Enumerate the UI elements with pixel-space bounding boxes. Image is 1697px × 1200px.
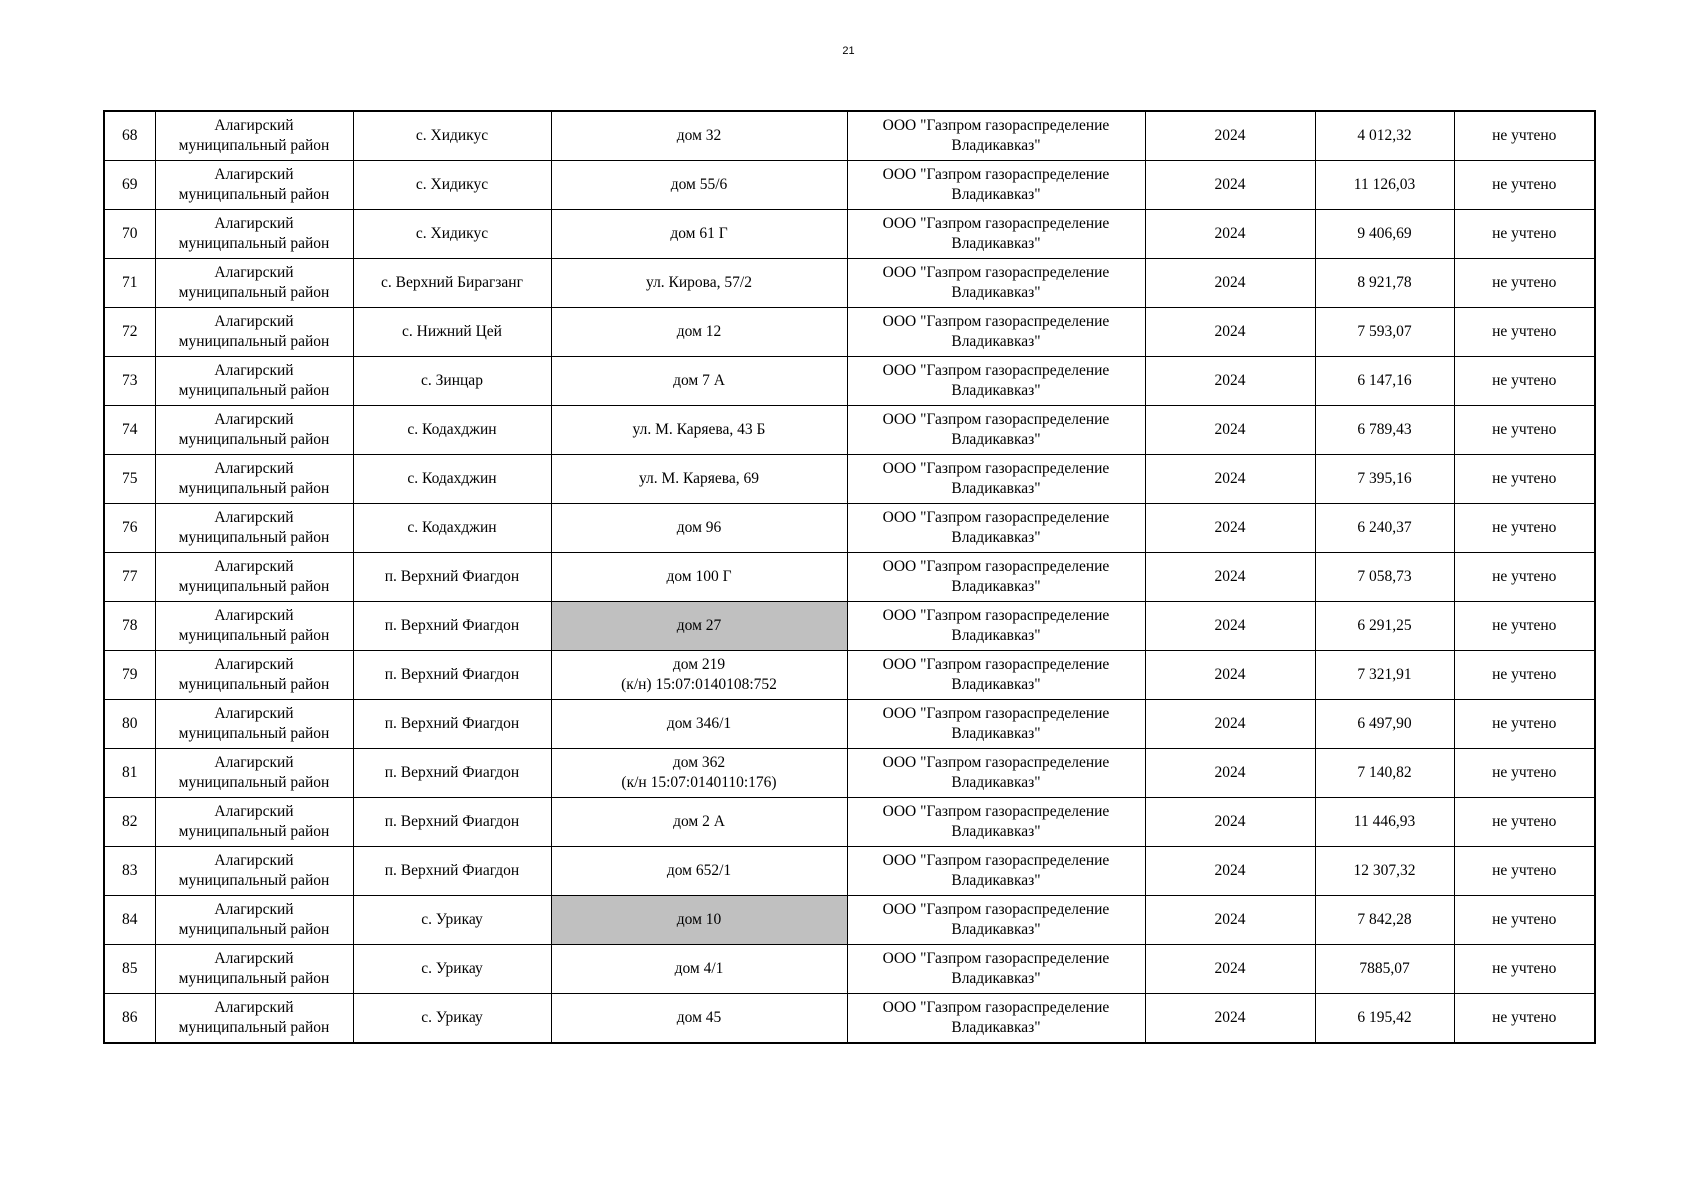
cell-amount: 7 140,82 (1315, 749, 1454, 798)
cell-organization-line: ООО "Газпром газораспределение (882, 509, 1110, 526)
cell-status: не учтено (1454, 896, 1595, 945)
cell-organization-line: ООО "Газпром газораспределение (882, 460, 1110, 477)
cell-district (155, 406, 353, 455)
cell-year: 2024 (1145, 161, 1315, 210)
cell-organization (847, 455, 1145, 504)
cell-address (551, 406, 847, 455)
cell-organization-line: Владикавказ" (951, 823, 1041, 840)
cell-amount: 6 497,90 (1315, 700, 1454, 749)
cell-district (155, 994, 353, 1044)
cell-amount: 6 147,16 (1315, 357, 1454, 406)
cell-amount: 12 307,32 (1315, 847, 1454, 896)
cell-district-line: муниципальный район (178, 725, 330, 742)
cell-status: не учтено (1454, 308, 1595, 357)
cell-district-line: муниципальный район (178, 480, 330, 497)
cell-organization (847, 357, 1145, 406)
table-row (104, 259, 1595, 308)
cell-address-line: ул. М. Каряева, 43 Б (632, 421, 766, 438)
cell-district-line: муниципальный район (178, 284, 330, 301)
cell-district-line: Алагирский (214, 509, 294, 526)
cell-amount: 4 012,32 (1315, 111, 1454, 161)
cell-address (551, 161, 847, 210)
cell-num: 80 (104, 700, 155, 749)
cell-amount: 7 058,73 (1315, 553, 1454, 602)
cell-organization (847, 161, 1145, 210)
cell-status: не учтено (1454, 994, 1595, 1044)
cell-status: не учтено (1454, 798, 1595, 847)
cell-num: 85 (104, 945, 155, 994)
cell-address-line: дом 55/6 (670, 176, 728, 193)
cell-organization-line: ООО "Газпром газораспределение (882, 362, 1110, 379)
cell-address-line: дом 96 (676, 519, 722, 536)
cell-year: 2024 (1145, 406, 1315, 455)
cell-status: не учтено (1454, 553, 1595, 602)
cell-district-line: Алагирский (214, 215, 294, 232)
cell-year: 2024 (1145, 357, 1315, 406)
cell-organization (847, 749, 1145, 798)
cell-status: не учтено (1454, 504, 1595, 553)
cell-settlement: п. Верхний Фиагдон (353, 700, 551, 749)
table-row (104, 749, 1595, 798)
cell-address-line: дом 7 А (673, 372, 725, 389)
cell-num: 76 (104, 504, 155, 553)
gas-registry-table (103, 110, 1596, 1044)
cell-district-line: муниципальный район (178, 137, 330, 154)
cell-district-line: муниципальный район (178, 970, 330, 987)
cell-district (155, 749, 353, 798)
cell-settlement: с. Зинцар (353, 357, 551, 406)
cell-organization-line: ООО "Газпром газораспределение (882, 558, 1110, 575)
cell-organization-line: ООО "Газпром газораспределение (882, 607, 1110, 624)
cell-district-line: Алагирский (214, 362, 294, 379)
cell-organization-line: Владикавказ" (951, 921, 1041, 938)
cell-amount: 7 842,28 (1315, 896, 1454, 945)
table-row (104, 308, 1595, 357)
cell-address (551, 700, 847, 749)
cell-district-line: Алагирский (214, 313, 294, 330)
cell-district (155, 700, 353, 749)
cell-year: 2024 (1145, 651, 1315, 700)
cell-district-line: муниципальный район (178, 382, 330, 399)
cell-organization-line: Владикавказ" (951, 480, 1041, 497)
cell-district (155, 210, 353, 259)
cell-address-line: ул. Кирова, 57/2 (646, 274, 752, 291)
cell-amount: 7 321,91 (1315, 651, 1454, 700)
table-row (104, 994, 1595, 1044)
cell-num: 68 (104, 111, 155, 161)
cell-year: 2024 (1145, 700, 1315, 749)
cell-amount: 6 789,43 (1315, 406, 1454, 455)
cell-organization-line: ООО "Газпром газораспределение (882, 999, 1110, 1016)
cell-district-line: Алагирский (214, 705, 294, 722)
cell-amount: 7 593,07 (1315, 308, 1454, 357)
cell-amount: 8 921,78 (1315, 259, 1454, 308)
cell-district-line: муниципальный район (178, 186, 330, 203)
cell-num: 71 (104, 259, 155, 308)
cell-num: 79 (104, 651, 155, 700)
cell-district-line: муниципальный район (178, 627, 330, 644)
cell-organization-line: Владикавказ" (951, 578, 1041, 595)
cell-num: 84 (104, 896, 155, 945)
cell-district (155, 259, 353, 308)
cell-amount: 11 446,93 (1315, 798, 1454, 847)
cell-amount: 9 406,69 (1315, 210, 1454, 259)
cell-num: 72 (104, 308, 155, 357)
cell-amount: 6 195,42 (1315, 994, 1454, 1044)
cell-address (551, 994, 847, 1044)
cell-organization-line: Владикавказ" (951, 382, 1041, 399)
cell-district-line: муниципальный район (178, 529, 330, 546)
table-row (104, 455, 1595, 504)
cell-organization (847, 847, 1145, 896)
cell-organization (847, 259, 1145, 308)
cell-settlement: с. Кодахджин (353, 504, 551, 553)
cell-organization (847, 553, 1145, 602)
cell-district-line: муниципальный район (178, 823, 330, 840)
cell-address (551, 455, 847, 504)
cell-year: 2024 (1145, 210, 1315, 259)
cell-district-line: муниципальный район (178, 1019, 330, 1036)
cell-address-line: дом 219 (672, 656, 726, 673)
cell-organization-line: Владикавказ" (951, 235, 1041, 252)
cell-address (551, 847, 847, 896)
cell-district-line: муниципальный район (178, 431, 330, 448)
cell-address-line: дом 362 (672, 754, 726, 771)
cell-organization (847, 308, 1145, 357)
cell-district-line: Алагирский (214, 558, 294, 575)
cell-year: 2024 (1145, 896, 1315, 945)
cell-district-line: Алагирский (214, 607, 294, 624)
cell-district (155, 455, 353, 504)
table-row (104, 406, 1595, 455)
cell-district-line: Алагирский (214, 460, 294, 477)
table-row (104, 700, 1595, 749)
cell-organization (847, 602, 1145, 651)
cell-organization-line: Владикавказ" (951, 137, 1041, 154)
cell-organization (847, 945, 1145, 994)
cell-status: не учтено (1454, 749, 1595, 798)
cell-address-line: дом 27 (676, 617, 722, 634)
table-row (104, 602, 1595, 651)
cell-num: 82 (104, 798, 155, 847)
cell-organization (847, 651, 1145, 700)
cell-organization (847, 210, 1145, 259)
cell-num: 73 (104, 357, 155, 406)
cell-num: 70 (104, 210, 155, 259)
cell-address-line: дом 2 А (673, 813, 725, 830)
cell-organization-line: Владикавказ" (951, 529, 1041, 546)
cell-district-line: Алагирский (214, 656, 294, 673)
cell-organization-line: Владикавказ" (951, 872, 1041, 889)
cell-district-line: муниципальный район (178, 578, 330, 595)
cell-year: 2024 (1145, 945, 1315, 994)
cell-district-line: муниципальный район (178, 235, 330, 252)
cell-district-line: Алагирский (214, 166, 294, 183)
table-row (104, 504, 1595, 553)
cell-organization-line: Владикавказ" (951, 725, 1041, 742)
cell-organization-line: ООО "Газпром газораспределение (882, 166, 1110, 183)
cell-organization-line: Владикавказ" (951, 333, 1041, 350)
table-row (104, 553, 1595, 602)
cell-amount: 7885,07 (1315, 945, 1454, 994)
cell-num: 69 (104, 161, 155, 210)
cell-settlement: п. Верхний Фиагдон (353, 602, 551, 651)
cell-district (155, 161, 353, 210)
cell-address (551, 945, 847, 994)
cell-settlement: с. Кодахджин (353, 455, 551, 504)
cell-num: 77 (104, 553, 155, 602)
cell-year: 2024 (1145, 111, 1315, 161)
cell-settlement: с. Хидикус (353, 111, 551, 161)
table-row (104, 210, 1595, 259)
cell-address (551, 553, 847, 602)
cell-settlement: с. Урикау (353, 896, 551, 945)
cell-organization-line: ООО "Газпром газораспределение (882, 754, 1110, 771)
cell-organization-line: ООО "Газпром газораспределение (882, 852, 1110, 869)
cell-address (551, 111, 847, 161)
cell-organization-line: Владикавказ" (951, 186, 1041, 203)
cell-address-line: дом 652/1 (666, 862, 732, 879)
cell-district-line: муниципальный район (178, 921, 330, 938)
cell-status: не учтено (1454, 111, 1595, 161)
cell-district-line: Алагирский (214, 901, 294, 918)
cell-num: 83 (104, 847, 155, 896)
cell-organization (847, 111, 1145, 161)
table-body (104, 111, 1595, 1043)
cell-address-line: дом 4/1 (674, 960, 724, 977)
table-row (104, 651, 1595, 700)
cell-organization-line: Владикавказ" (951, 774, 1041, 791)
cell-organization (847, 504, 1145, 553)
table-row (104, 161, 1595, 210)
cell-year: 2024 (1145, 994, 1315, 1044)
cell-settlement: с. Нижний Цей (353, 308, 551, 357)
cell-organization-line: ООО "Газпром газораспределение (882, 705, 1110, 722)
cell-organization-line: ООО "Газпром газораспределение (882, 411, 1110, 428)
cell-address-line: (к/н) 15:07:0140108:752 (621, 676, 777, 693)
cell-organization-line: ООО "Газпром газораспределение (882, 117, 1110, 134)
cell-district-line: Алагирский (214, 264, 294, 281)
cell-address (551, 504, 847, 553)
cell-organization-line: Владикавказ" (951, 627, 1041, 644)
cell-status: не учтено (1454, 357, 1595, 406)
cell-organization-line: ООО "Газпром газораспределение (882, 901, 1110, 918)
cell-address (551, 798, 847, 847)
cell-num: 75 (104, 455, 155, 504)
cell-settlement: с. Урикау (353, 994, 551, 1044)
cell-district (155, 553, 353, 602)
cell-district-line: Алагирский (214, 852, 294, 869)
page-number: 21 (842, 45, 855, 57)
cell-district-line: муниципальный район (178, 676, 330, 693)
table-row (104, 798, 1595, 847)
cell-district-line: муниципальный район (178, 333, 330, 350)
cell-amount: 6 291,25 (1315, 602, 1454, 651)
cell-district (155, 651, 353, 700)
cell-organization-line: Владикавказ" (951, 431, 1041, 448)
cell-address (551, 651, 847, 700)
cell-num: 78 (104, 602, 155, 651)
cell-settlement: п. Верхний Фиагдон (353, 798, 551, 847)
cell-organization-line: Владикавказ" (951, 1019, 1041, 1036)
cell-district (155, 602, 353, 651)
cell-district-line: муниципальный район (178, 774, 330, 791)
cell-status: не учтено (1454, 210, 1595, 259)
cell-address (551, 259, 847, 308)
table-row (104, 357, 1595, 406)
cell-amount: 6 240,37 (1315, 504, 1454, 553)
cell-district-line: Алагирский (214, 411, 294, 428)
cell-organization-line: ООО "Газпром газораспределение (882, 950, 1110, 967)
cell-organization (847, 896, 1145, 945)
cell-year: 2024 (1145, 798, 1315, 847)
cell-status: не учтено (1454, 602, 1595, 651)
cell-organization (847, 700, 1145, 749)
cell-district-line: Алагирский (214, 117, 294, 134)
cell-settlement: с. Хидикус (353, 161, 551, 210)
cell-num: 86 (104, 994, 155, 1044)
cell-organization-line: ООО "Газпром газораспределение (882, 803, 1110, 820)
table-row (104, 945, 1595, 994)
cell-organization (847, 406, 1145, 455)
table-row (104, 111, 1595, 161)
cell-address-line: дом 10 (676, 911, 722, 928)
cell-district (155, 308, 353, 357)
cell-amount: 7 395,16 (1315, 455, 1454, 504)
cell-address (551, 749, 847, 798)
cell-organization-line: ООО "Газпром газораспределение (882, 264, 1110, 281)
cell-status: не учтено (1454, 847, 1595, 896)
cell-organization (847, 994, 1145, 1044)
cell-status: не учтено (1454, 455, 1595, 504)
cell-district-line: Алагирский (214, 950, 294, 967)
cell-district-line: Алагирский (214, 803, 294, 820)
cell-organization-line: Владикавказ" (951, 284, 1041, 301)
cell-settlement: с. Верхний Бирагзанг (353, 259, 551, 308)
cell-status: не учтено (1454, 651, 1595, 700)
cell-address-line: дом 100 Г (666, 568, 732, 585)
cell-settlement: с. Урикау (353, 945, 551, 994)
cell-year: 2024 (1145, 504, 1315, 553)
cell-status: не учтено (1454, 700, 1595, 749)
cell-year: 2024 (1145, 259, 1315, 308)
cell-district (155, 896, 353, 945)
cell-status: не учтено (1454, 945, 1595, 994)
cell-district (155, 111, 353, 161)
cell-address-line: дом 346/1 (666, 715, 732, 732)
cell-organization-line: ООО "Газпром газораспределение (882, 313, 1110, 330)
cell-address (551, 357, 847, 406)
cell-district (155, 945, 353, 994)
cell-district (155, 798, 353, 847)
cell-organization (847, 798, 1145, 847)
cell-address (551, 602, 847, 651)
cell-address (551, 896, 847, 945)
cell-organization-line: Владикавказ" (951, 970, 1041, 987)
cell-address (551, 308, 847, 357)
table-row (104, 847, 1595, 896)
cell-amount: 11 126,03 (1315, 161, 1454, 210)
cell-district (155, 847, 353, 896)
cell-organization-line: ООО "Газпром газораспределение (882, 656, 1110, 673)
cell-status: не учтено (1454, 406, 1595, 455)
cell-year: 2024 (1145, 308, 1315, 357)
cell-num: 74 (104, 406, 155, 455)
cell-address-line: дом 12 (676, 323, 722, 340)
cell-year: 2024 (1145, 749, 1315, 798)
cell-address-line: (к/н 15:07:0140110:176) (621, 774, 777, 791)
cell-settlement: п. Верхний Фиагдон (353, 553, 551, 602)
cell-year: 2024 (1145, 847, 1315, 896)
cell-district-line: Алагирский (214, 999, 294, 1016)
cell-address-line: ул. М. Каряева, 69 (638, 470, 760, 487)
cell-year: 2024 (1145, 455, 1315, 504)
cell-status: не учтено (1454, 259, 1595, 308)
cell-settlement: п. Верхний Фиагдон (353, 651, 551, 700)
cell-address-line: дом 32 (676, 127, 722, 144)
cell-settlement: п. Верхний Фиагдон (353, 847, 551, 896)
cell-organization-line: ООО "Газпром газораспределение (882, 215, 1110, 232)
cell-num: 81 (104, 749, 155, 798)
cell-address (551, 210, 847, 259)
cell-district-line: Алагирский (214, 754, 294, 771)
cell-organization-line: Владикавказ" (951, 676, 1041, 693)
cell-district (155, 504, 353, 553)
cell-address-line: дом 45 (676, 1009, 722, 1026)
cell-status: не учтено (1454, 161, 1595, 210)
cell-year: 2024 (1145, 602, 1315, 651)
cell-settlement: п. Верхний Фиагдон (353, 749, 551, 798)
cell-settlement: с. Хидикус (353, 210, 551, 259)
cell-address-line: дом 61 Г (670, 225, 728, 242)
cell-district (155, 357, 353, 406)
cell-settlement: с. Кодахджин (353, 406, 551, 455)
cell-year: 2024 (1145, 553, 1315, 602)
table-row (104, 896, 1595, 945)
cell-district-line: муниципальный район (178, 872, 330, 889)
